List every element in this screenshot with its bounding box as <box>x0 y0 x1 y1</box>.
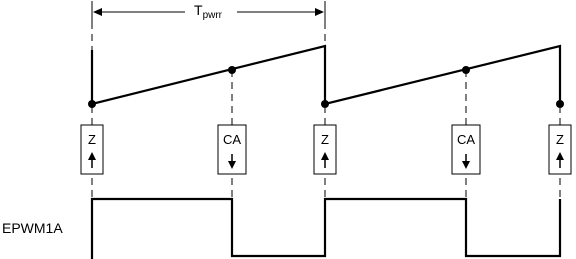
event-box-label: Z <box>88 132 96 147</box>
event-box-z <box>549 125 571 174</box>
event-box-label: Z <box>321 132 329 147</box>
period-label-main: T <box>194 2 203 18</box>
event-box-z <box>81 125 103 174</box>
signal-label: EPWM1A <box>2 220 63 236</box>
zero-event-dot <box>556 100 564 108</box>
zero-event-dot <box>321 100 329 108</box>
compare-event-dot <box>228 66 236 74</box>
event-boxes <box>81 125 571 174</box>
event-box-label: CA <box>222 132 242 147</box>
period-arrow-right-icon <box>315 8 324 16</box>
event-box-ca <box>452 125 480 174</box>
event-box-label: Z <box>556 132 564 147</box>
period-dimension <box>92 1 325 22</box>
zero-event-dot <box>88 100 96 108</box>
event-box-label: CA <box>456 132 476 147</box>
event-box-ca <box>218 125 246 174</box>
compare-event-dot <box>462 66 470 74</box>
epwm1a-waveform <box>92 199 560 259</box>
counter-ramp <box>92 46 560 104</box>
period-label-sub: pwrr <box>202 10 223 21</box>
counter-waveform <box>88 46 564 108</box>
event-box-z <box>314 125 336 174</box>
period-label <box>194 2 223 21</box>
period-arrow-left-icon <box>93 8 102 16</box>
